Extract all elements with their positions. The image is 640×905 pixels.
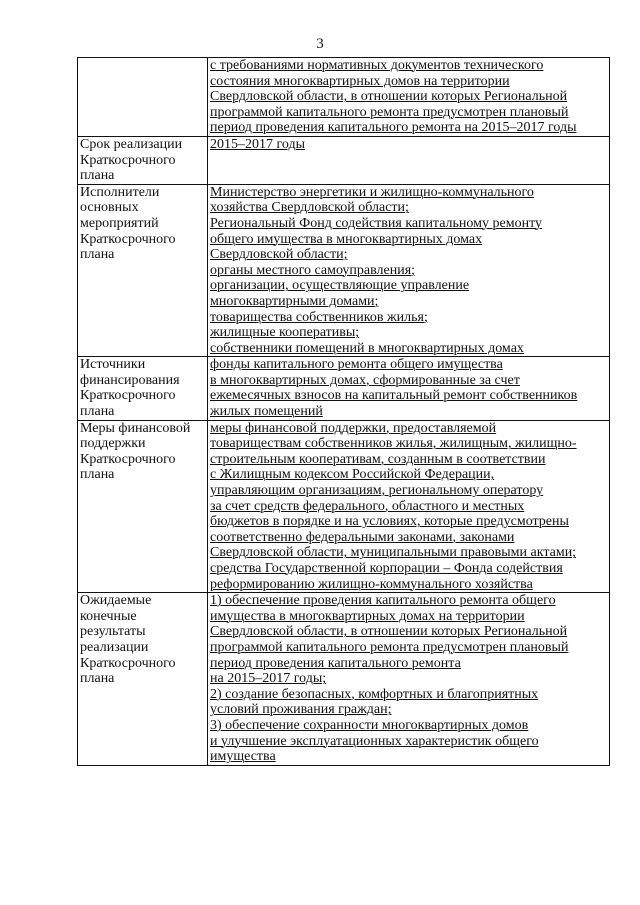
content-line: жилых помещений <box>210 404 323 420</box>
content-line: имущества <box>210 749 276 765</box>
label-line: плана <box>80 671 115 687</box>
content-line: период проведения капитального ремонта на 2015–2017 годы <box>210 120 577 136</box>
content-line: состояния многоквартирных домов на территории <box>210 73 510 89</box>
label-line: финансирования <box>80 372 180 388</box>
content-line: 2) создание безопасных, комфортных и благоприятных <box>210 686 539 702</box>
content-line: реформированию жилищно-коммунального хозяйства <box>210 576 533 592</box>
content-line: общего имущества в многоквартирных домах <box>210 231 483 247</box>
content-line: 3) обеспечение сохранности многоквартирных домов <box>210 717 529 733</box>
label-line: поддержки <box>80 436 146 452</box>
row-label-cell <box>78 420 208 593</box>
row-label-cell <box>78 184 208 357</box>
label-line: Краткосрочного <box>80 451 176 467</box>
table-body <box>78 58 610 766</box>
page-number: 3 <box>316 36 324 52</box>
content-line: строительным кооперативам, созданным в соответствии <box>210 451 546 467</box>
row-label-cell <box>78 58 208 137</box>
row-content-cell <box>208 58 610 137</box>
content-line: на 2015–2017 годы; <box>210 671 327 687</box>
content-line: собственники помещений в многоквартирных домах <box>210 340 524 356</box>
content-line: органы местного самоуправления; <box>210 262 416 278</box>
label-line: мероприятий <box>80 215 159 231</box>
row-label-cell <box>78 136 208 184</box>
content-line: средства Государственной корпорации – Фонда содействия <box>210 561 563 576</box>
content-line: 2015–2017 годы <box>210 136 306 152</box>
content-line: Свердловской области, в отношении которых Региональной <box>210 89 568 105</box>
content-line: за счет средств федерального, областного и местных <box>210 498 525 514</box>
content-line: с Жилищным кодексом Российской Федерации, <box>210 467 495 483</box>
label-line: Краткосрочного <box>80 388 176 404</box>
content-line: товарищества собственников жилья; <box>210 309 428 325</box>
row-content-cell <box>208 136 610 184</box>
content-line: имущества в многоквартирных домах на территории <box>210 608 525 624</box>
label-line: Ожидаемые <box>80 593 152 609</box>
label-line: плана <box>80 467 115 483</box>
content-line: в многоквартирных домах, сформированные за счет <box>210 372 520 388</box>
table-row <box>78 593 610 766</box>
label-line: Краткосрочного <box>80 152 176 168</box>
label-line: Меры финансовой <box>80 420 191 436</box>
content-line: Региональный Фонд содействия капитальному ремонту <box>210 215 543 231</box>
label-line: реализации <box>80 639 149 655</box>
table-row <box>78 136 610 184</box>
label-line: основных <box>80 200 139 216</box>
label-line: конечные <box>80 608 137 624</box>
label-line: плана <box>80 168 115 184</box>
label-line: результаты <box>80 624 146 640</box>
row-content-cell <box>208 593 610 766</box>
label-line: плана <box>80 247 115 263</box>
content-line: бюджетов в порядке и на условиях, которые предусмотрены <box>210 514 569 530</box>
row-label-cell <box>78 593 208 766</box>
table-row <box>78 357 610 420</box>
content-line: 1) обеспечение проведения капитального ремонта общего <box>210 593 556 609</box>
content-line: управляющим организациям, региональному оператору <box>210 483 544 499</box>
content-line: Свердловской области; <box>210 247 348 263</box>
content-line: Министерство энергетики и жилищно-коммунального <box>210 184 534 200</box>
label-line: Срок реализации <box>80 136 183 152</box>
content-line: с требованиями нормативных документов технического <box>210 58 544 73</box>
content-line: и улучшение эксплуатационных характеристик общего <box>210 733 539 749</box>
table-row <box>78 58 610 137</box>
row-label-cell <box>78 357 208 420</box>
content-line: фонды капитального ремонта общего имущества <box>210 357 503 373</box>
content-line: соответственно федеральными законами, законами <box>210 529 515 545</box>
content-line: программой капитального ремонта предусмотрен плановый <box>210 104 569 120</box>
content-line: программой капитального ремонта предусмотрен плановый <box>210 639 569 655</box>
content-line: Свердловской области, в отношении которых Региональной <box>210 624 568 640</box>
table-row <box>78 184 610 357</box>
label-line: Исполнители <box>80 184 160 200</box>
content-line: период проведения капитального ремонта <box>210 655 461 671</box>
label-line: Источники <box>80 357 146 373</box>
content-line: условий проживания граждан; <box>210 702 392 718</box>
row-content-cell <box>208 357 610 420</box>
label-line: Краткосрочного <box>80 655 176 671</box>
label-line: плана <box>80 404 115 420</box>
label-line: Краткосрочного <box>80 231 176 247</box>
content-line: Свердловской области, муниципальными правовыми актами; <box>210 545 577 561</box>
passport-table <box>77 57 610 766</box>
content-line: меры финансовой поддержки, предоставляемой <box>210 420 497 436</box>
content-line: многоквартирными домами; <box>210 293 379 309</box>
row-content-cell <box>208 184 610 357</box>
row-content-cell <box>208 420 610 593</box>
content-line: ежемесячных взносов на капитальный ремонт собственников <box>210 388 578 404</box>
table-row <box>78 420 610 593</box>
content-line: организации, осуществляющие управление <box>210 278 470 294</box>
content-line: товариществам собственников жилья, жилищным, жилищно- <box>210 436 577 452</box>
content-line: жилищные кооперативы; <box>210 325 360 341</box>
content-line: хозяйства Свердловской области; <box>210 200 409 216</box>
